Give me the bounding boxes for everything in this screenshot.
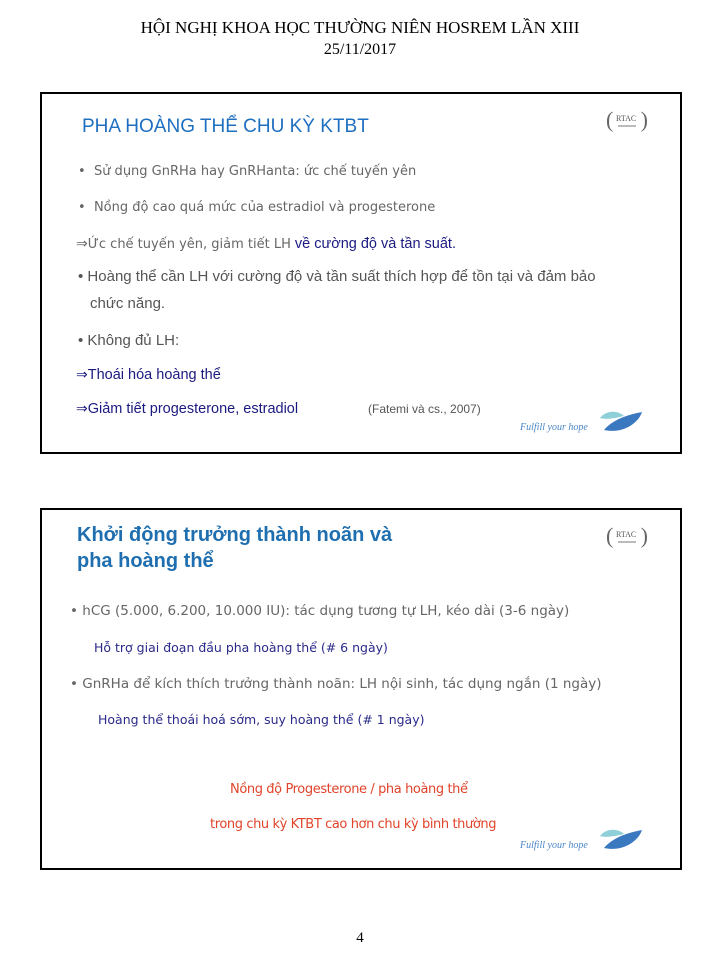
citation: (Fatemi và cs., 2007) — [368, 402, 481, 416]
rtac-logo: ( RTAC ) — [606, 523, 648, 548]
conference-title: HỘI NGHỊ KHOA HỌC THƯỜNG NIÊN HOSREM LẦN XIII — [140, 18, 580, 37]
slide-1-arrow-3: ⇒Giảm tiết progesterone, estradiol — [76, 400, 299, 417]
slide-2-title-line-1: Khởi động trưởng thành noãn và — [77, 524, 393, 546]
slide-1-bullet-2: • Nồng độ cao quá mức của estradiol và progesterone — [78, 200, 436, 215]
slide-1-bullet-3: • Hoàng thể cần LH với cường độ và tần suất thích hợp để tồn tại và đảm bảo — [78, 268, 596, 285]
tagline: Fulfill your hope — [520, 422, 588, 433]
slide-1 — [40, 92, 682, 454]
slide-1-arrow-2: ⇒Thoái hóa hoàng thể — [76, 366, 221, 383]
implies-arrow-icon: ⇒ — [76, 366, 88, 382]
slide-2-bullet-2: • GnRHa để kích thích trưởng thành noãn: LH nội sinh, tác dụng ngắn (1 ngày) — [70, 676, 602, 692]
slide-1-arrow-line: ⇒Ức chế tuyến yên, giảm tiết LH về cường độ và tần suất. — [76, 235, 456, 252]
leaf-logo-icon — [598, 408, 644, 434]
slide-2-title-line-2: pha hoàng thể — [77, 550, 214, 572]
slide-2-sub-2: Hoàng thể thoái hoá sớm, suy hoàng thể (# 1 ngày) — [98, 712, 425, 727]
slide-1-title: PHA HOÀNG THỂ CHU KỲ KTBT — [82, 116, 369, 137]
slide-2-sub-1: Hỗ trợ giai đoạn đầu pha hoàng thể (# 6 ngày) — [94, 640, 388, 655]
leaf-logo-icon — [598, 826, 644, 852]
implies-arrow-icon: ⇒ — [76, 235, 88, 251]
conference-date: 25/11/2017 — [323, 41, 397, 58]
page-number: 4 — [356, 930, 364, 946]
slide-1-bullet-1: • Sử dụng GnRHa hay GnRHanta: ức chế tuyến yên — [78, 164, 417, 179]
rtac-logo-text: RTAC — [616, 114, 637, 123]
slide-2-bullet-1: • hCG (5.000, 6.200, 10.000 IU): tác dụng tương tự LH, kéo dài (3-6 ngày) — [70, 603, 570, 619]
tagline: Fulfill your hope — [520, 840, 588, 851]
implies-arrow-icon: ⇒ — [76, 400, 88, 416]
highlight-line-1: Nồng độ Progesterone / pha hoàng thể — [230, 782, 468, 797]
slide-1-bullet-3-cont: chức năng. — [90, 295, 166, 312]
rtac-logo-text: RTAC — [616, 530, 637, 539]
highlight-line-2: trong chu kỳ KTBT cao hơn chu kỳ bình thường — [210, 817, 497, 832]
rtac-logo: ( RTAC ) — [606, 107, 648, 132]
slide-1-bullet-4: • Không đủ LH: — [78, 332, 180, 349]
slide-2 — [40, 508, 682, 870]
